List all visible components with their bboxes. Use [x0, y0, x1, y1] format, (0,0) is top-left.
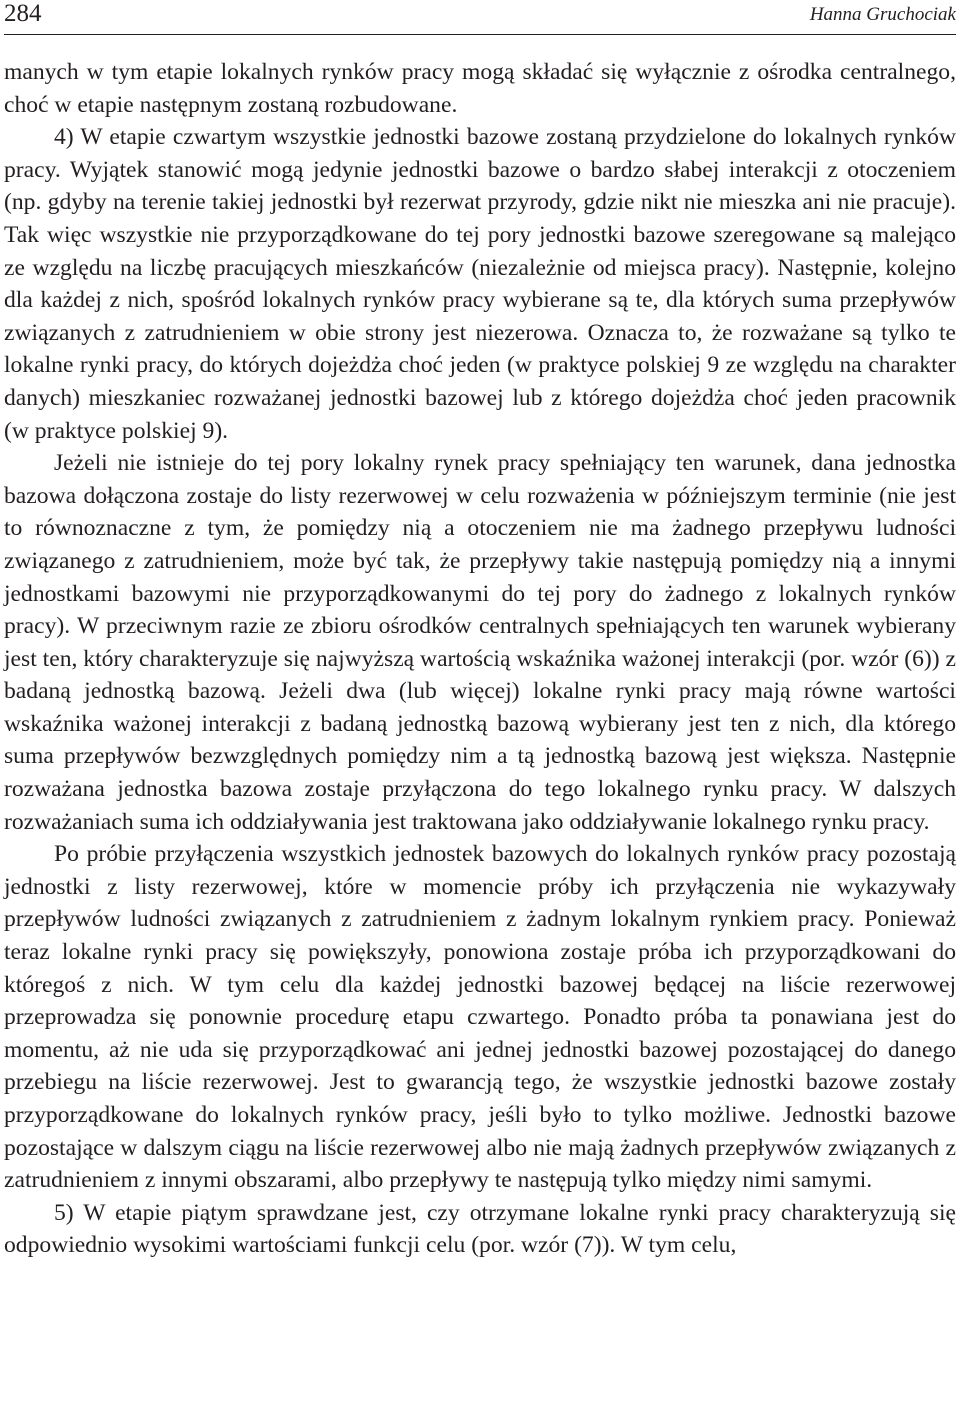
paragraph-stage-four: 4) W etapie czwartym wszystkie jednostki bazowe zostaną przydzielone do lokalnych rynków pracy. Wyjątek stanowić mogą jedynie jednostki bazowe o bardzo słabej interakcji z otoczeniem (np. gdyby na terenie takiej jednostki był rezerwat przyrody, gdzie nikt nie mieszka ani nie pracuje). Tak więc wszystkie nie przyporządkowane do tej pory jednostki bazowe szeregowane są malejąco ze względu na liczbę pracujących mieszkańców (niezależnie od miejsca pracy). Następnie, kolejno dla każdej z nich, spośród lokalnych rynków pracy wybierane są te, dla których suma przepływów związanych z zatrudnieniem w obie strony jest niezerowa. Oznacza to, że rozważane są tylko te lokalne rynki pracy, do których dojeżdża choć jeden (w praktyce polskiej 9 ze względu na charakter danych) mieszkaniec rozważanej jednostki bazowej lub z którego dojeżdża choć jeden pracownik (w praktyce polskiej 9).: [4, 124, 956, 444]
paragraph-continuation: manych w tym etapie lokalnych rynków pracy mogą składać się wyłącznie z ośrodka centralnego, choć w etapie następnym zostaną rozbudowane.: [4, 59, 956, 118]
running-head-author: Hanna Gruchociak: [809, 4, 956, 25]
page-number: 284: [4, 0, 42, 27]
running-header: [4, 0, 956, 35]
paragraph-stage-five: 5) W etapie piątym sprawdzane jest, czy otrzymane lokalne rynki pracy charakteryzują się odpowiednio wysokimi wartościami funkcji celu (por. wzór (7)). W tym celu,: [4, 1199, 956, 1259]
body-text: [4, 56, 956, 1262]
paragraph-reserve-list: Jeżeli nie istnieje do tej pory lokalny rynek pracy spełniający ten warunek, dana jednostka bazowa dołączona zostaje do listy rezerwowej w celu rozważenia w późniejszym terminie (nie jest to równoznaczne z tym, że pomiędzy nią a otoczeniem nie ma żadnego przepływu ludności związanego z zatrudnieniem, może być tak, że przepływy takie następują pomiędzy nią a innymi jednostkami bazowymi nie przyporządkowanymi do tej pory do żadnego z lokalnych rynków pracy). W przeciwnym razie ze zbioru ośrodków centralnych spełniających ten warunek wybierany jest ten, który charakteryzuje się najwyższą wartością wskaźnika ważonej interakcji (por. wzór (6)) z badaną jednostką bazową. Jeżeli dwa (lub więcej) lokalne rynki pracy mają równe wartości wskaźnika ważonej interakcji z badaną jednostką bazową wybierany jest ten z nich, dla którego suma przepływów bezwzględnych pomiędzy nim a tą jednostką bazową jest większa. Następnie rozważana jednostka bazowa zostaje przyłączona do tego lokalnego rynku pracy. W dalszych rozważaniach suma ich oddziaływania jest traktowana jako oddziaływanie lokalnego rynku pracy.: [4, 450, 956, 835]
paragraph-reattachment: Po próbie przyłączenia wszystkich jednostek bazowych do lokalnych rynków pracy pozostają jednostki z listy rezerwowej, które w momencie próby ich przyłączenia nie wykazywały przepływów ludności związanych z zatrudnieniem z żadnym lokalnym rynkiem pracy. Ponieważ teraz lokalne rynki pracy się powiększyły, ponowiona zostaje próba ich przyporządkowani do któregoś z nich. W tym celu dla każdej jednostki bazowej będącej na liście rezerwowej przeprowadza się ponownie procedurę etapu czwartego. Ponadto próba ta ponawiana jest do momentu, aż nie uda się przyporządkować ani jednej jednostki bazowej pozostającej do danego przebiegu na liście rezerwowej. Jest to gwarancją tego, że wszystkie jednostki bazowe zostały przyporządkowane do lokalnych rynków pracy, jeśli było to tylko możliwe. Jednostki bazowe pozostające w dalszym ciągu na liście rezerwowej albo nie mają żadnych przepływów związanych z zatrudnieniem z innymi obszarami, albo przepływy te następują tylko między nimi samymi.: [4, 841, 956, 1194]
